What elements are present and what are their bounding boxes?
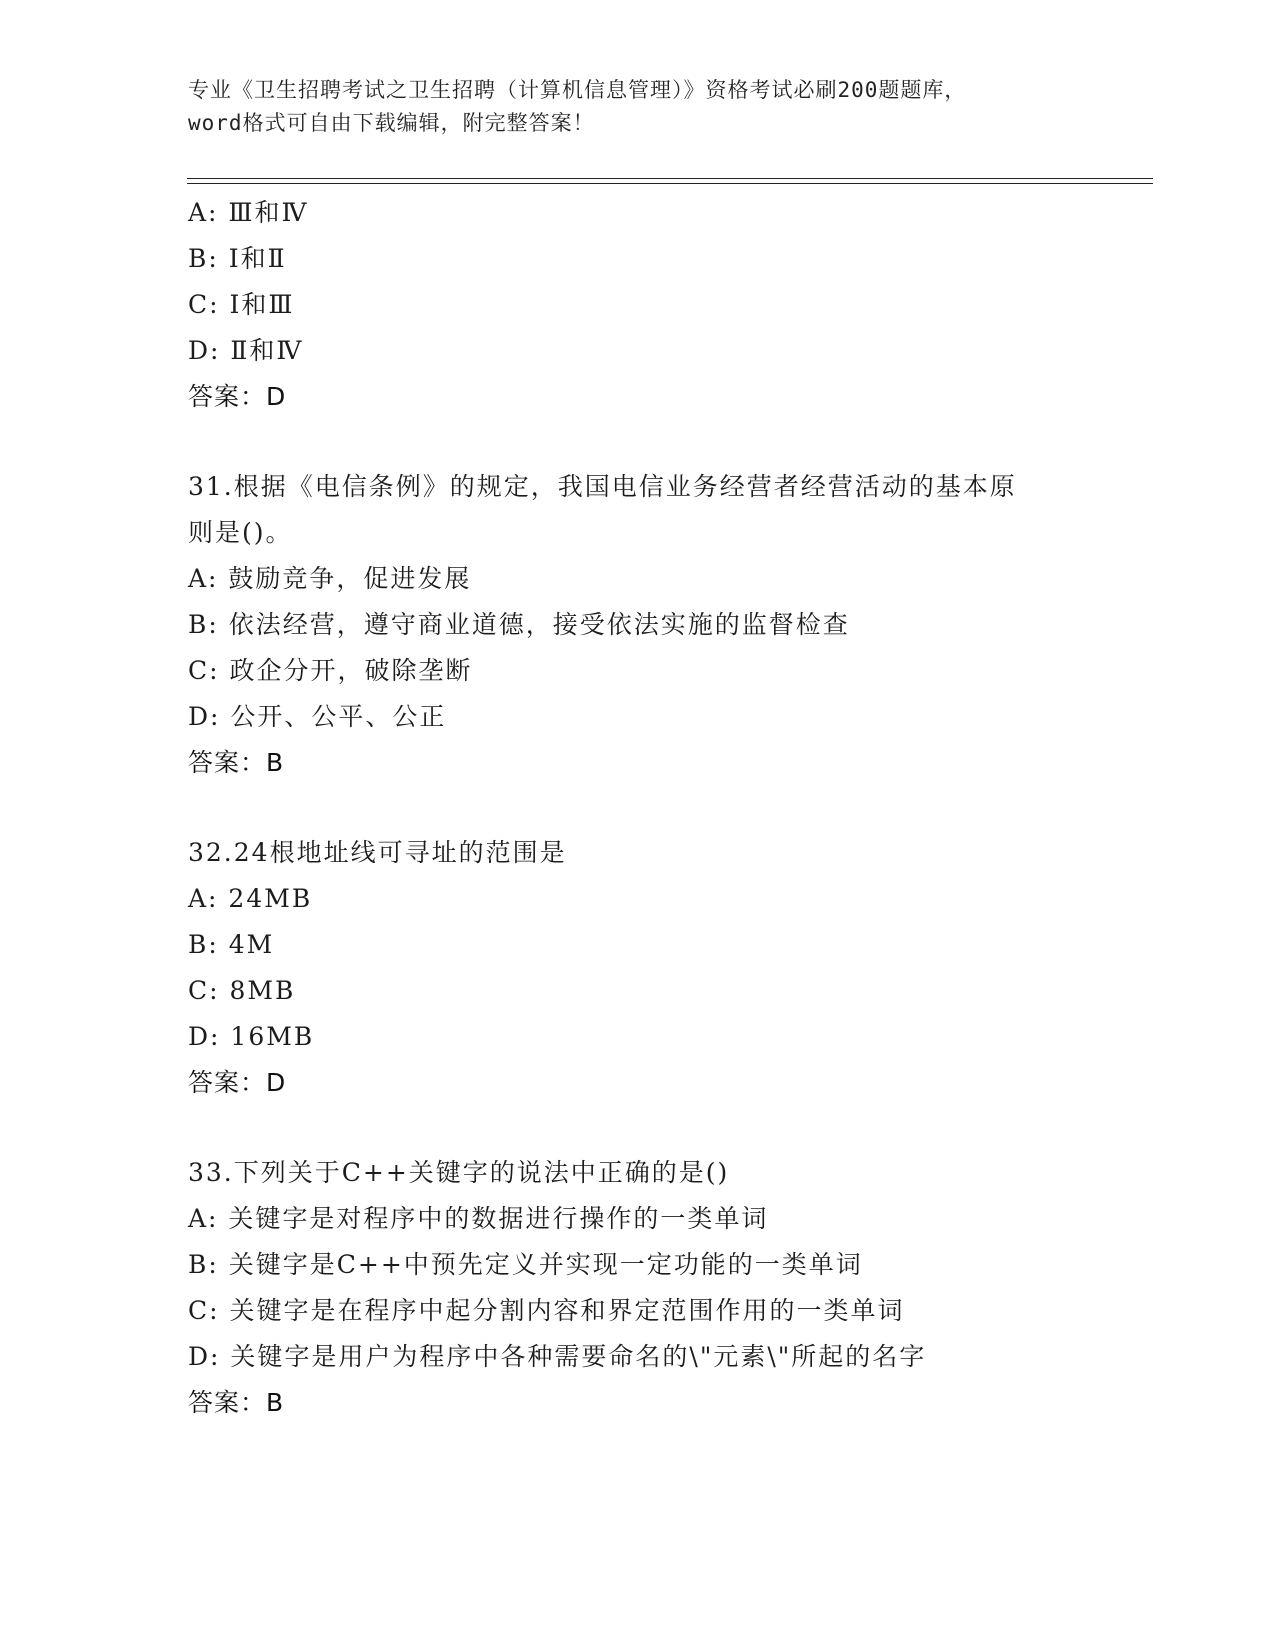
question-stem: 33.下列关于C++关键字的说法中正确的是(): [188, 1158, 730, 1187]
header-rule-bottom: [187, 183, 1153, 184]
question-stem: 31.根据《电信条例》的规定，我国电信业务经营者经营活动的基本原: [188, 472, 1017, 501]
answer-label: 答案：B: [188, 748, 285, 777]
question-31: [188, 464, 1148, 786]
option-b: B: 依法经营，遵守商业道德，接受依法实施的监督检查: [188, 610, 850, 639]
question-33: [188, 1150, 1148, 1426]
document-header: [188, 74, 1088, 140]
option-c: C: Ⅰ和Ⅲ: [188, 290, 295, 319]
option-d: D: 16MB: [188, 1022, 315, 1051]
answer-label: 答案：D: [188, 382, 287, 411]
header-line-1: 专业《卫生招聘考试之卫生招聘（计算机信息管理）》资格考试必刷200题题库，: [188, 78, 967, 102]
option-a: A: 关键字是对程序中的数据进行操作的一类单词: [188, 1204, 769, 1233]
option-c: C: 关键字是在程序中起分割内容和界定范围作用的一类单词: [188, 1296, 905, 1325]
option-d: D: Ⅱ和Ⅳ: [188, 336, 304, 365]
option-d: D: 关键字是用户为程序中各种需要命名的\"元素\"所起的名字: [188, 1342, 927, 1371]
answer-label: 答案：D: [188, 1068, 287, 1097]
option-a: A: 24MB: [188, 884, 313, 913]
option-b: B: 4M: [188, 930, 275, 959]
option-a: A: 鼓励竞争，促进发展: [188, 564, 472, 593]
question-30-continued: [188, 190, 1148, 420]
option-c: C: 政企分开，破除垄断: [188, 656, 473, 685]
answer-label: 答案：B: [188, 1388, 285, 1417]
question-32: [188, 830, 1148, 1106]
option-c: C: 8MB: [188, 976, 296, 1005]
question-stem: 32.24根地址线可寻址的范围是: [188, 838, 567, 867]
option-a: A: Ⅲ和Ⅳ: [188, 198, 309, 227]
question-list: [188, 190, 1148, 1426]
option-b: B: 关键字是C++中预先定义并实现一定功能的一类单词: [188, 1250, 863, 1279]
question-stem: 则是()。: [188, 518, 293, 547]
header-line-2: word格式可自由下载编辑，附完整答案！: [188, 111, 595, 135]
header-rule-top: [187, 178, 1153, 179]
option-b: B: Ⅰ和Ⅱ: [188, 244, 287, 273]
option-d: D: 公开、公平、公正: [188, 702, 447, 731]
